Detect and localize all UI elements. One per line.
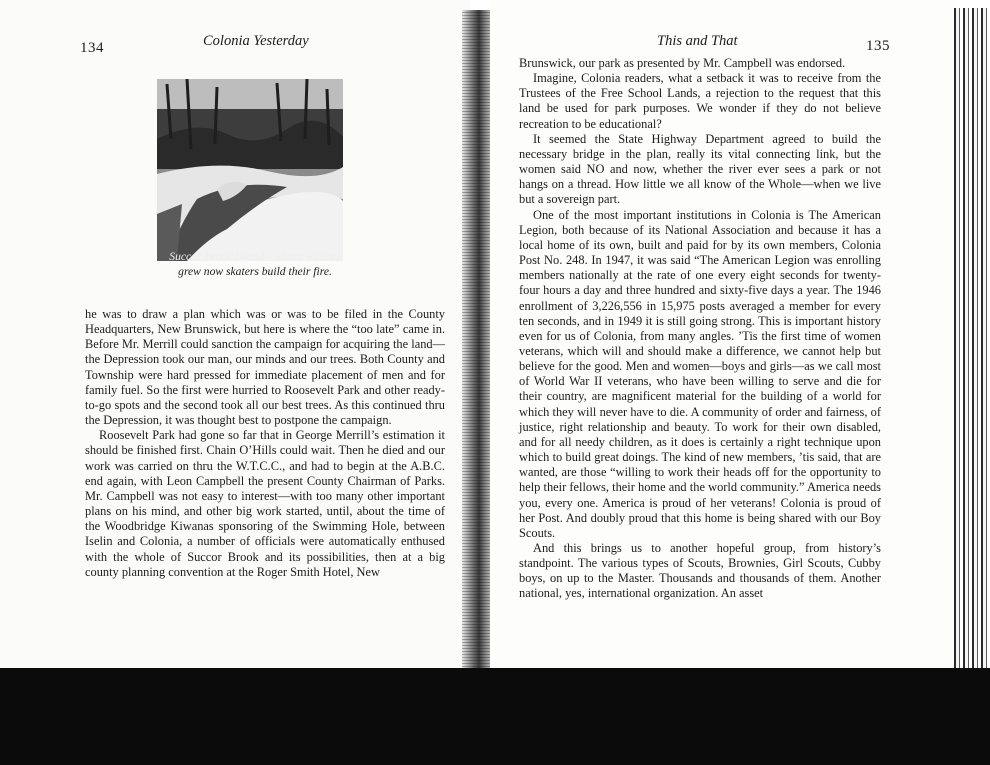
caption-line: Succor Brook Island—where willows [169, 250, 341, 263]
paragraph: One of the most important institutions in Colonia is The American Legion, both because of its National Association and because it has a local home of its own, built and paid for by its own members, Colonia Post No. 248. In 1947, it was said “The American Legion was enrolling members nationally at the rate of one every eight seconds for twenty-four hours a day and three hundred and sixty-five days a year. The 1946 enrollment of 3,226,556 in 15,975 posts averaged a member for every ten seconds, and in 1949 it is still going strong. This is important history even for us of Colonia, from many angles. ’Tis the first time of women veterans, which will and should make a difference, we cannot help but believe for the good. Men and women—boys and girls—as we call most of World War II veterans, who have been willing to serve and die for their country, are magnificent material for the building of a world for which they will never have to die. A community of order and fairness, of justice, right relationship and beauty. To work for their own disabled, and for all needy children, as it does is certainly a right technique upon which to build great doings. The kind of new members, ’tis said, that are wanted, are those “willing to work their heads off for the opportunity to help their fellows, their home and the world community.” America needs you, every one. America is proud of her veterans! Colonia is proud of her Post. And doubly proud that this home is being shared with our Boy Scouts. [519, 207, 881, 540]
running-head: Colonia Yesterday [203, 33, 309, 49]
page-number: 134 [80, 40, 104, 56]
paragraph: he was to draw a plan which was or was to be filed in the County Headquarters, New Brunswick, but here is where the “too late” came in. Before Mr. Merrill could sanction the campaign for acquiring the land—the Depression took our man, our minds and our trees. Both County and Township were hard pressed for immediate placement of men and for family fuel. So the first were hurried to Roosevelt Park and other ready-to-go spots and the second took all our best trees. As this continued thru the Depression, it was thought best to postpone the campaign. [85, 307, 445, 428]
photo-caption [150, 249, 360, 279]
scan-border [0, 668, 990, 765]
running-head: This and That [657, 33, 738, 49]
paragraph: It seemed the State Highway Department agreed to build the necessary bridge in the plan, really its vital connecting link, but the women said NO and now, whether the river ever sees a park or not hangs on a thread. How little we all know of the Whole—when we live but a sovereign part. [519, 131, 881, 207]
body-text [85, 307, 445, 580]
caption-line: grew now skaters build their fire. [178, 265, 332, 278]
paragraph: And this brings us to another hopeful group, from history’s standpoint. The various types of Scouts, Brownies, Girl Scouts, Cubby boys, on up to the Master. Thousands and thousands of them. Another national, yes, international organization. An asset [519, 541, 881, 601]
paragraph: Roosevelt Park had gone so far that in George Merrill’s estimation it should be finished first. Chain O’Hills could wait. Then he died and our work was carried on thru the W.T.C.C., and had to begin at the A.B.C. end again, with Leon Campbell the present County Chairman of Parks. Mr. Campbell was not easy to interest—with too many other important plans on his mind, and other big work started, until, about the time of the Woodbridge Kiwanas sponsoring of the Swimming Hole, between Iselin and Colonia, a number of officials were automatically enthused with the whole of Succor Brook and its possibilities, then at a big county planning convention at the Roger Smith Hotel, New [85, 428, 445, 579]
paragraph: Brunswick, our park as presented by Mr. Campbell was endorsed. [519, 56, 846, 70]
left-page [0, 0, 470, 668]
paragraph: Imagine, Colonia readers, what a setback it was to receive from the Trustees of the Free School Lands, a rejection to the request that this land be used for park purposes. We wonder if they do not believe recreation to be educational? [519, 71, 881, 131]
photo-creek-winter-icon [157, 79, 343, 261]
page-edges [954, 8, 990, 668]
page-number: 135 [866, 38, 890, 54]
body-text [519, 56, 881, 602]
